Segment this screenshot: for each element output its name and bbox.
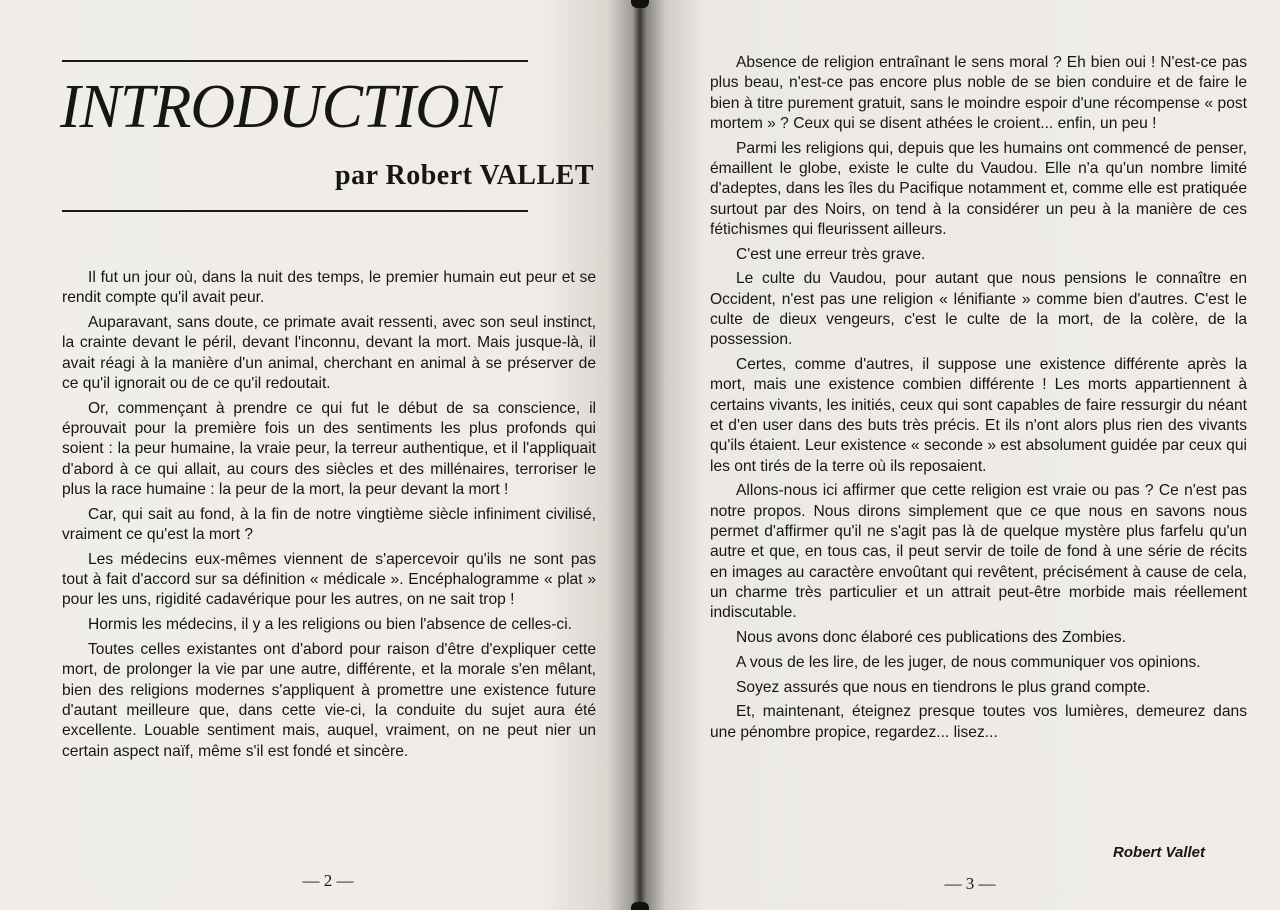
paragraph: Le culte du Vaudou, pour autant que nous pensions le connaître en Occident, n'est pas une religion « lénifiante » comme bien d'autres. C'est le culte de dieux vengeurs, c'est le culte de la mort, de la colère, de la possession. <box>710 270 1247 349</box>
paragraph: Et, maintenant, éteignez presque toutes vos lumières, demeurez dans une pénombre propice, regardez... lisez... <box>710 703 1247 741</box>
title-top-rule <box>62 60 528 62</box>
author-byline: par Robert VALLET <box>335 160 594 191</box>
paragraph: Les médecins eux-mêmes viennent de s'apercevoir qu'ils ne sont pas tout à fait d'accord sur sa définition « médicale ». Encéphalogramme « plat » pour les uns, rigidité cadavérique pour les autres, on ne sait trop ! <box>62 550 596 609</box>
paragraph: Auparavant, sans doute, ce primate avait ressenti, avec son seul instinct, la crainte devant le péril, devant l'inconnu, devant la mort. Mais jusque-là, il avait réagi à la manière d'un animal, cherchant en animal à se préserver de ce qu'il ignorait ou de ce qu'il redoutait. <box>62 314 596 392</box>
page-number-right: — 3 — <box>944 874 996 893</box>
paragraph: Or, commençant à prendre ce qui fut le début de sa conscience, il éprouvait pour la première fois un des sentiments les plus profonds qui soient : la peur humaine, la vraie peur, la terreur authentique, et il l'appliquait d'abord à ce qui allait, au cours des siècles et des millénaires, terroriser le plus la race humaine : la peur de la mort, la peur devant la mort ! <box>62 399 596 498</box>
paragraph: Allons-nous ici affirmer que cette religion est vraie ou pas ? Ce n'est pas notre propos. Nous dirons simplement que ce que nous en savons nous permet d'affirmer qu'il ne s'agit pas là de quelque mystère plus farfelu qu'un autre et que, en tous cas, il peut servir de toile de fond à une série de récits en images au caractère envoûtant qui revêtent, précisément à cause de cela, un charme très particulier et un attrait peut-être morbide mais réellement indiscutable. <box>710 482 1247 622</box>
paragraph: A vous de les lire, de les juger, de nous communiquer vos opinions. <box>736 653 1201 671</box>
paragraph: Certes, comme d'autres, il suppose une existence différente après la mort, mais une existence combien différente ! Les morts appartiennent à certains vivants, les initiés, ceux qui sont capables de faire ressurgir du néant et d'en user dans des buts très précis. Et ils n'ont alors plus rien des vivants qu'ils étaient. Leur existence « seconde » est absolument guidée par ceux qui les ont tirés de la terre où ils reposaient. <box>710 356 1247 475</box>
author-signature: Robert Vallet <box>1113 844 1205 861</box>
paragraph: Il fut un jour où, dans la nuit des temps, le premier humain eut peur et se rendit compte qu'il avait peur. <box>62 269 596 307</box>
paragraph: C'est une erreur très grave. <box>736 245 926 263</box>
paragraph: Hormis les médecins, il y a les religions ou bien l'absence de celles-ci. <box>88 616 573 634</box>
paragraph: Toutes celles existantes ont d'abord pour raison d'être d'expliquer cette mort, de prolonger la vie par une autre, différente, et la morale s'en mêlant, bien des religions modernes s'appliquent à promettre une existence future d'autant meilleure que, dans cette vie-ci, la conduite du sujet aura été excellente. Louable sentiment mais, auquel, vraiment, on ne peut nier un certain aspect naïf, même s'il est fondé et sincère. <box>62 641 596 760</box>
paragraph: Absence de religion entraînant le sens moral ? Eh bien oui ! N'est-ce pas plus beau, n'est-ce pas encore plus noble de se bien conduire et de faire le bien à titre purement gratuit, sans le moindre espoir d'une récompense « post mortem » ? Ceux qui se disent athées le croient... enfin, un peu ! <box>710 54 1247 132</box>
page-title: INTRODUCTION <box>60 73 500 141</box>
book-gutter <box>633 0 647 910</box>
left-text-column <box>62 268 596 766</box>
right-text-column <box>710 53 1247 748</box>
title-bottom-rule <box>62 210 528 212</box>
gutter-bottom-mark <box>631 902 649 910</box>
paragraph: Soyez assurés que nous en tiendrons le plus grand compte. <box>736 678 1151 696</box>
gutter-top-mark <box>631 0 649 8</box>
paragraph: Car, qui sait au fond, à la fin de notre vingtième siècle infiniment civilisé, vraiment ce qu'est la mort ? <box>62 505 596 544</box>
page-number-left: — 2 — <box>302 871 354 890</box>
paragraph: Nous avons donc élaboré ces publications des Zombies. <box>736 629 1127 647</box>
paragraph: Parmi les religions qui, depuis que les humains ont commencé de penser, émaillent le globe, existe le culte du Vaudou. Elle n'a qu'un nombre limité d'adeptes, dans les îles du Pacifique notamment et, comme elle est pratiquée surtout par des Noirs, on tend à la considérer un peu à la manière de ces fétichismes qui fleurissent ailleurs. <box>710 139 1247 238</box>
